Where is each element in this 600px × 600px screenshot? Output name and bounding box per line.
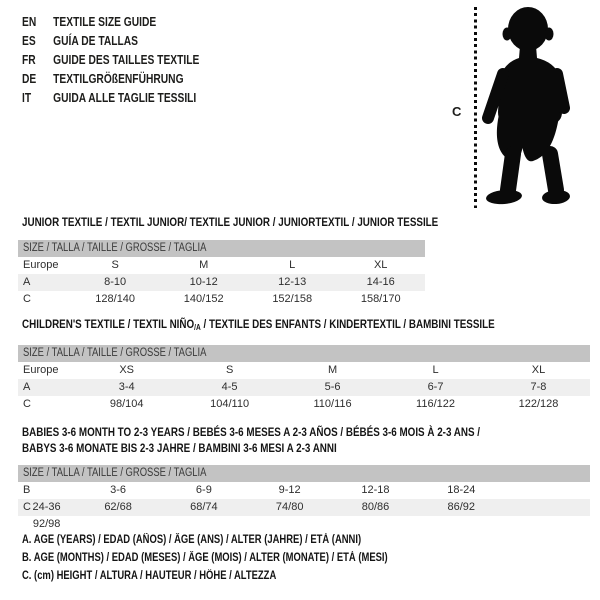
- legend-line-a: A. AGE (YEARS) / EDAD (AÑOS) / ÂGE (ANS) / ALTER (JAHRE) / ETÀ (ANNI): [22, 534, 362, 546]
- language-row-it: [22, 89, 238, 108]
- cell: 9-12: [278, 484, 301, 496]
- cell: 8-10: [104, 276, 127, 288]
- cell: 80/86: [361, 501, 390, 513]
- column-header: S: [111, 259, 119, 271]
- baby-silhouette-icon: [476, 4, 576, 208]
- cell: 104/110: [210, 398, 250, 410]
- language-code: DE: [22, 72, 37, 86]
- size-header-bar: SIZE / TALLA / TAILLE / GRÖSSE / TAGLIA: [18, 465, 590, 482]
- cell: 92/98: [32, 518, 61, 530]
- language-title: GUIDE DES TAILLES TEXTILE: [53, 53, 200, 67]
- table-row-c: [18, 396, 590, 413]
- language-list: [22, 13, 238, 108]
- column-header: L: [432, 364, 439, 376]
- cell: 5-6: [324, 381, 341, 393]
- cell: 4-5: [221, 381, 238, 393]
- cell: 128/140: [95, 293, 136, 305]
- cell: 24-36: [32, 501, 61, 513]
- cell: 74/80: [275, 501, 304, 513]
- column-header: M: [327, 364, 338, 376]
- cell: 158/170: [360, 293, 401, 305]
- column-header: XS: [119, 364, 134, 376]
- cell: 68/74: [190, 501, 218, 513]
- junior-table-title: JUNIOR TEXTILE / TEXTIL JUNIOR/ TEXTILE JUNIOR / JUNIORTEXTIL / JUNIOR TESSILE: [22, 215, 439, 229]
- measure-legend: [22, 531, 468, 585]
- legend-line-c: C. (cm) HEIGHT / ALTURA / HAUTEUR / HÖHE / ALTEZZA: [22, 570, 277, 582]
- language-row-fr: [22, 51, 238, 70]
- cell: 6-7: [427, 381, 444, 393]
- row-label: B: [23, 484, 31, 496]
- cell: 152/158: [272, 293, 313, 305]
- children-table-title: CHILDREN'S TEXTILE / TEXTIL $NIÑO_{/A}$ / TEXTILE DES ENFANTS / KINDERTEXTIL / BAMBINI TESSILE: [22, 317, 495, 332]
- column-header: XL: [531, 364, 546, 376]
- cell: 14-16: [366, 276, 395, 288]
- babies-table-title-line2: BABYS 3-6 MONATE BIS 2-3 JAHRE / BAMBINI 3-6 MESI A 2-3 ANNI: [22, 441, 337, 455]
- subscript: /A: [194, 323, 201, 332]
- column-header: S: [225, 364, 234, 376]
- row-label: A: [23, 276, 31, 288]
- cell: 122/128: [518, 398, 559, 410]
- cell: 12-18: [361, 484, 390, 496]
- size-header-bar: SIZE / TALLA / TAILLE / GRÖSSE / TAGLIA: [18, 345, 590, 362]
- region-label: Europe: [23, 364, 59, 376]
- language-row-de: [22, 70, 238, 89]
- language-code: ES: [22, 34, 36, 48]
- language-code: FR: [22, 53, 36, 67]
- junior-size-table: [18, 240, 425, 308]
- column-header: M: [199, 259, 209, 271]
- column-header: L: [289, 259, 296, 271]
- cell: 6-9: [195, 484, 212, 496]
- cell: 98/104: [109, 398, 144, 410]
- cell: 140/152: [183, 293, 224, 305]
- cell: 10-12: [189, 276, 218, 288]
- cell: 7-8: [530, 381, 547, 393]
- language-row-es: [22, 32, 238, 51]
- table-row-c: [18, 499, 590, 530]
- table-row-region: [18, 362, 590, 379]
- row-label: C: [23, 398, 31, 410]
- row-label: C: [23, 293, 31, 305]
- cell: 18-24: [447, 484, 476, 496]
- language-title: TEXTILGRÖßENFÜHRUNG: [53, 72, 184, 86]
- cell: 110/116: [313, 398, 352, 410]
- cell: 3-4: [118, 381, 135, 393]
- cell: 116/122: [416, 398, 455, 410]
- legend-line-b: B. AGE (MONTHS) / EDAD (MESES) / ÂGE (MOIS) / ALTER (MONATE) / ETÀ (MESI): [22, 552, 388, 564]
- height-measure-label: C: [452, 104, 462, 119]
- table-row-c: [18, 291, 425, 308]
- language-title: GUÍA DE TALLAS: [53, 34, 139, 48]
- language-code: IT: [22, 91, 32, 105]
- row-label: A: [23, 381, 31, 393]
- cell: 3-6: [110, 484, 127, 496]
- babies-table-title-line1: BABIES 3-6 MONTH TO 2-3 YEARS / BEBÉS 3-6 MESES A 2-3 AÑOS / BÉBÉS 3-6 MOIS À 2-3 ANS /: [22, 425, 481, 439]
- cell: 12-13: [278, 276, 307, 288]
- language-code: EN: [22, 15, 37, 29]
- table-row-region: [18, 257, 425, 274]
- table-row-a: [18, 274, 425, 291]
- cell: 62/68: [104, 501, 132, 513]
- babies-size-table: [18, 465, 590, 530]
- cell: 86/92: [447, 501, 476, 513]
- size-header-bar: SIZE / TALLA / TAILLE / GRÖSSE / TAGLIA: [18, 240, 425, 257]
- language-row-en: [22, 13, 238, 32]
- language-title: TEXTILE SIZE GUIDE: [53, 15, 157, 29]
- children-size-table: [18, 345, 590, 413]
- table-row-a: [18, 379, 590, 396]
- language-title: GUIDA ALLE TAGLIE TESSILI: [53, 91, 197, 105]
- region-label: Europe: [23, 259, 59, 271]
- row-label: C: [23, 501, 31, 513]
- column-header: XL: [373, 259, 388, 271]
